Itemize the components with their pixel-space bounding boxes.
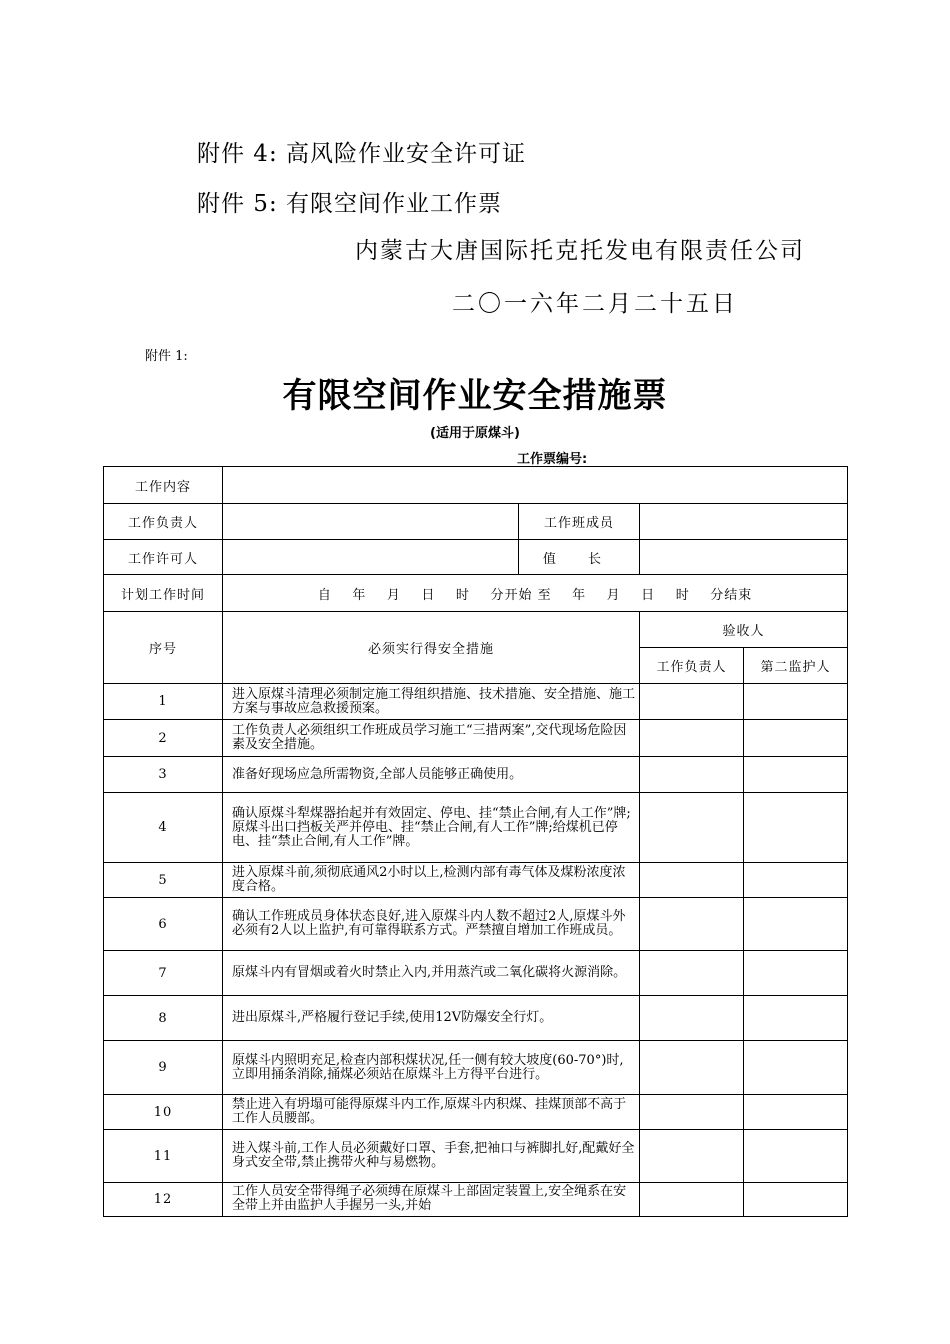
guardian-signature-cell[interactable] (744, 684, 848, 720)
attachment-1-label: 附件 1: (145, 349, 188, 364)
document-title: 有限空间作业安全措施票 (282, 376, 668, 416)
leader-signature-cell[interactable] (640, 684, 744, 720)
shift-leader-field[interactable] (640, 540, 848, 575)
table-row (104, 757, 848, 793)
attachment-5-line: 附件 5: 有限空间作业工作票 (197, 191, 503, 217)
leader-signature-cell[interactable] (640, 1095, 744, 1130)
leader-signature-cell[interactable] (640, 1183, 744, 1217)
leader-signature-cell[interactable] (640, 793, 744, 863)
column-header-measures: 必须实行得安全措施 (223, 612, 640, 684)
table-row (104, 898, 848, 951)
row-number: 2 (104, 720, 223, 757)
permit-person-field[interactable] (223, 540, 519, 575)
measure-text: 进出原煤斗,严格履行登记手续,使用12V防爆安全行灯。 (223, 996, 640, 1041)
leader-signature-cell[interactable] (640, 757, 744, 793)
guardian-signature-cell[interactable] (744, 793, 848, 863)
leader-signature-cell[interactable] (640, 863, 744, 898)
row-number: 4 (104, 793, 223, 863)
ticket-number-label: 工作票编号: (517, 452, 588, 467)
guardian-signature-cell[interactable] (744, 1041, 848, 1095)
table-row (104, 951, 848, 996)
team-members-label: 工作班成员 (519, 504, 640, 540)
row-number: 1 (104, 684, 223, 720)
row-number: 5 (104, 863, 223, 898)
table-row (104, 1095, 848, 1130)
table-row (104, 1183, 848, 1217)
work-leader-field[interactable] (223, 504, 519, 540)
column-header-acceptance: 验收人 (640, 612, 848, 648)
column-header-no: 序号 (104, 612, 223, 684)
column-header-guardian: 第二监护人 (744, 648, 848, 684)
leader-signature-cell[interactable] (640, 1130, 744, 1183)
work-content-label: 工作内容 (104, 467, 223, 504)
table-row (104, 1041, 848, 1095)
measure-text: 确认原煤斗犁煤器抬起并有效固定、停电、挂“禁止合闸,有人工作”牌;原煤斗出口挡板关严并停电、挂“禁止合闸,有人工作”牌;给煤机已停电、挂“禁止合闸,有人工作”牌。 (223, 793, 640, 863)
measure-text: 工作负责人必须组织工作班成员学习施工“三措两案”,交代现场危险因素及安全措施。 (223, 720, 640, 757)
measure-text: 原煤斗内有冒烟或着火时禁止入内,并用蒸汽或二氧化碳将火源消除。 (223, 951, 640, 996)
safety-measures-form (103, 466, 848, 1217)
measure-text: 进入煤斗前,工作人员必须戴好口罩、手套,把袖口与裤脚扎好,配戴好全身式安全带,禁止携带火种与易燃物。 (223, 1130, 640, 1183)
guardian-signature-cell[interactable] (744, 1130, 848, 1183)
leader-signature-cell[interactable] (640, 720, 744, 757)
row-number: 9 (104, 1041, 223, 1095)
work-leader-label: 工作负责人 (104, 504, 223, 540)
guardian-signature-cell[interactable] (744, 720, 848, 757)
measure-text: 工作人员安全带得绳子必须缚在原煤斗上部固定装置上,安全绳系在安全带上并由监护人手握另一头,并始 (223, 1183, 640, 1217)
issue-date: 二〇一六年二月二十五日 (452, 291, 738, 317)
guardian-signature-cell[interactable] (744, 898, 848, 951)
shift-leader-label: 值 长 (519, 540, 640, 575)
row-number: 7 (104, 951, 223, 996)
leader-signature-cell[interactable] (640, 951, 744, 996)
guardian-signature-cell[interactable] (744, 951, 848, 996)
planned-time-field[interactable]: 自 年 月 日 时 分开始 至 年 月 日 时 分结束 (223, 575, 848, 612)
table-row (104, 863, 848, 898)
measure-text: 进入原煤斗前,须彻底通风2小时以上,检测内部有毒气体及煤粉浓度浓度合格。 (223, 863, 640, 898)
planned-time-label: 计划工作时间 (104, 575, 223, 612)
guardian-signature-cell[interactable] (744, 1183, 848, 1217)
table-row (104, 996, 848, 1041)
guardian-signature-cell[interactable] (744, 996, 848, 1041)
guardian-signature-cell[interactable] (744, 1095, 848, 1130)
row-number: 6 (104, 898, 223, 951)
team-members-field[interactable] (640, 504, 848, 540)
attachment-4-line: 附件 4: 高风险作业安全许可证 (197, 141, 527, 167)
table-row (104, 1130, 848, 1183)
leader-signature-cell[interactable] (640, 1041, 744, 1095)
column-header-leader: 工作负责人 (640, 648, 744, 684)
measure-text: 禁止进入有坍塌可能得原煤斗内工作,原煤斗内积煤、挂煤顶部不高于工作人员腰部。 (223, 1095, 640, 1130)
permit-person-label: 工作许可人 (104, 540, 223, 575)
guardian-signature-cell[interactable] (744, 757, 848, 793)
leader-signature-cell[interactable] (640, 898, 744, 951)
row-number: 10 (104, 1095, 223, 1130)
work-content-field[interactable] (223, 467, 848, 504)
measure-text: 准备好现场应急所需物资,全部人员能够正确使用。 (223, 757, 640, 793)
leader-signature-cell[interactable] (640, 996, 744, 1041)
row-number: 8 (104, 996, 223, 1041)
measure-text: 进入原煤斗清理必须制定施工得组织措施、技术措施、安全措施、施工方案与事故应急救援预案。 (223, 684, 640, 720)
measure-text: 原煤斗内照明充足,检查内部积煤状况,任一侧有较大坡度(60-70°)时,立即用捅条消除,捅煤必须站在原煤斗上方得平台进行。 (223, 1041, 640, 1095)
table-row (104, 684, 848, 720)
document-subtitle: (适用于原煤斗) (430, 426, 520, 441)
measure-text: 确认工作班成员身体状态良好,进入原煤斗内人数不超过2人,原煤斗外必须有2人以上监护,有可靠得联系方式。严禁擅自增加工作班成员。 (223, 898, 640, 951)
row-number: 11 (104, 1130, 223, 1183)
table-row (104, 720, 848, 757)
row-number: 3 (104, 757, 223, 793)
table-row (104, 793, 848, 863)
guardian-signature-cell[interactable] (744, 863, 848, 898)
company-name: 内蒙古大唐国际托克托发电有限责任公司 (355, 238, 805, 264)
row-number: 12 (104, 1183, 223, 1217)
